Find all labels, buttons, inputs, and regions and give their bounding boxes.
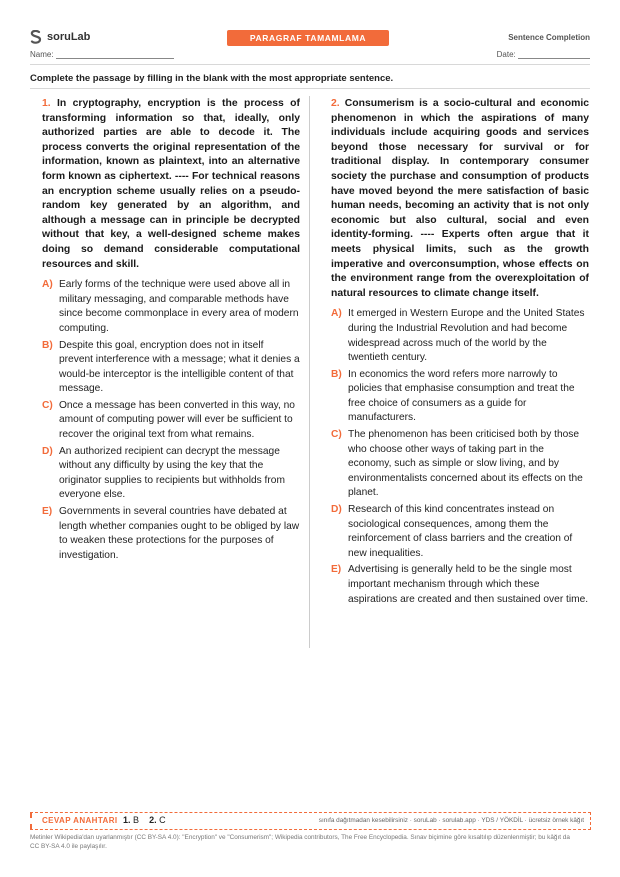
answer-key-num: 1. bbox=[123, 815, 131, 825]
instruction-divider bbox=[30, 88, 590, 89]
option-letter: C) bbox=[42, 399, 53, 411]
license-attribution: Metinler Wikipedia'dan uyarlanmıştır (CC BY-SA 4.0): "Encryption" ve "Consumerism"; Wikipedia contributors, The Free Encyclopedia. Sınav biçimine göre kısaltılıp düzenlenmiştir; bu kâğıt da CC BY-SA 4.0 ile paylaşılır. bbox=[30, 834, 570, 850]
name-field bbox=[30, 50, 174, 59]
option-text: Once a message has been converted in this way, no amount of computing power will ever be sufficient to recover the original text from what remains. bbox=[59, 399, 295, 441]
question-1-option-a[interactable] bbox=[42, 278, 300, 336]
instruction-text: Complete the passage by filling in the blank with the most appropriate sentence. bbox=[30, 73, 394, 84]
question-1-option-e[interactable] bbox=[42, 505, 300, 563]
option-text: In economics the word refers more narrowly to policies that emphasise consumption and treat the free choice of consumers as a guide for manufacturers. bbox=[348, 368, 575, 424]
option-text: Despite this goal, encryption does not in itself prevent interference with a message; what it denies a would-be interceptor is the intelligible content of that message. bbox=[59, 339, 300, 395]
option-text: It emerged in Western Europe and the United States during the Industrial Revolution and had become widespread across much of the world by the twentieth century. bbox=[348, 308, 585, 364]
option-letter: E) bbox=[331, 564, 342, 576]
option-letter: A) bbox=[331, 308, 342, 320]
option-text: An authorized recipient can decrypt the message without any difficulty by using the key that the originator supplies to recipients but withholds from everyone else. bbox=[59, 445, 285, 501]
question-1-number: 1. bbox=[42, 98, 51, 109]
column-divider bbox=[309, 96, 310, 648]
question-1-options bbox=[42, 278, 300, 563]
question-1-passage bbox=[42, 97, 300, 272]
question-1-text: In cryptography, encryption is the process of transforming information so that, ideally, only authorized parties are able to decode it. The process converts the original representation of the information, known as plaintext, into an alternative form known as ciphertext. ---- For technical reasons an encryption scheme usually relies on a pseudo-random key generated by an algorithm, and although a message can in principle be decrypted without that key, a well-designed scheme makes doing so demand considerable computational resources and skill. bbox=[42, 98, 300, 270]
question-1 bbox=[42, 97, 300, 565]
question-1-option-c[interactable] bbox=[42, 399, 300, 443]
name-label: Name: bbox=[30, 50, 54, 59]
name-blank-line bbox=[56, 58, 174, 59]
answer-key-label: CEVAP ANAHTARI bbox=[42, 816, 118, 825]
option-text: Advertising is generally held to be the single most important mechanism through which these aspirations are created and then sustained over time. bbox=[348, 564, 589, 605]
question-2-option-d[interactable] bbox=[331, 503, 589, 561]
option-text: Early forms of the technique were used above all in military messaging, and comparable methods have since become commonplace in every area of modern computing. bbox=[59, 279, 299, 334]
sorulab-logo-icon bbox=[30, 30, 42, 44]
option-letter: A) bbox=[42, 279, 53, 291]
brand-name: soruLab bbox=[47, 31, 91, 43]
option-letter: E) bbox=[42, 506, 53, 518]
question-1-option-b[interactable] bbox=[42, 339, 300, 397]
option-letter: C) bbox=[331, 429, 342, 441]
option-letter: B) bbox=[331, 368, 342, 380]
section-badge: PARAGRAF TAMAMLAMA bbox=[227, 30, 389, 46]
option-letter: B) bbox=[42, 339, 53, 351]
question-2 bbox=[331, 97, 589, 609]
brand-logo bbox=[30, 30, 90, 44]
page-header bbox=[30, 30, 590, 48]
question-2-passage bbox=[331, 97, 589, 301]
answer-key-items bbox=[123, 815, 166, 825]
answer-key-note: sınıfa dağıtmadan kesebilirsiniz · soruLab · sorulab.app · YDS / YÖKDİL · ücretsiz örnek kâğıt bbox=[318, 817, 584, 824]
answer-key-num: 2. bbox=[149, 815, 157, 825]
option-text: Research of this kind concentrates instead on sociological consequences, among them the reinforcement of class barriers and the creation of new inequalities. bbox=[348, 504, 573, 559]
question-2-text: Consumerism is a socio-cultural and economic phenomenon in which the aspirations of many individuals include acquiring goods and services beyond those necessary for survival or for traditional display. In contemporary consumer society the purchase and consumption of products have moved beyond the mere satisfaction of basic human needs, becoming an activity that is not only economic but also cultural, social and even identity-forming. ---- Experts often argue that it meets physical limits, such as the growth imperative and overconsumption, whose effects on the environment range from the overexploitation of natural resources to climate change itself. bbox=[331, 98, 590, 299]
question-2-option-c[interactable] bbox=[331, 428, 589, 501]
date-field bbox=[497, 50, 590, 59]
option-letter: D) bbox=[331, 504, 342, 516]
option-text: Governments in several countries have debated at length whether companies ought to be obliged by law to weaken these protections for the purposes of investigation. bbox=[59, 506, 300, 561]
date-blank-line bbox=[518, 58, 590, 59]
question-1-option-d[interactable] bbox=[42, 445, 300, 503]
answer-key-answer: C bbox=[159, 815, 166, 825]
option-letter: D) bbox=[42, 445, 53, 457]
header-divider bbox=[30, 64, 590, 65]
option-text: The phenomenon has been criticised both by those who choose other ways of taking part in the economy, such as simple or slow living, and by environmentalists concerned about its effects on the planet. bbox=[348, 429, 583, 499]
answer-key-answer: B bbox=[133, 815, 140, 825]
question-2-number: 2. bbox=[331, 98, 340, 109]
question-2-option-e[interactable] bbox=[331, 563, 589, 607]
answer-key-box bbox=[30, 812, 591, 830]
date-label: Date: bbox=[496, 50, 516, 59]
question-2-option-a[interactable] bbox=[331, 307, 589, 365]
question-2-option-b[interactable] bbox=[331, 368, 589, 426]
section-subtitle: Sentence Completion bbox=[508, 33, 590, 42]
question-2-options bbox=[331, 307, 589, 607]
name-date-row bbox=[30, 50, 590, 64]
